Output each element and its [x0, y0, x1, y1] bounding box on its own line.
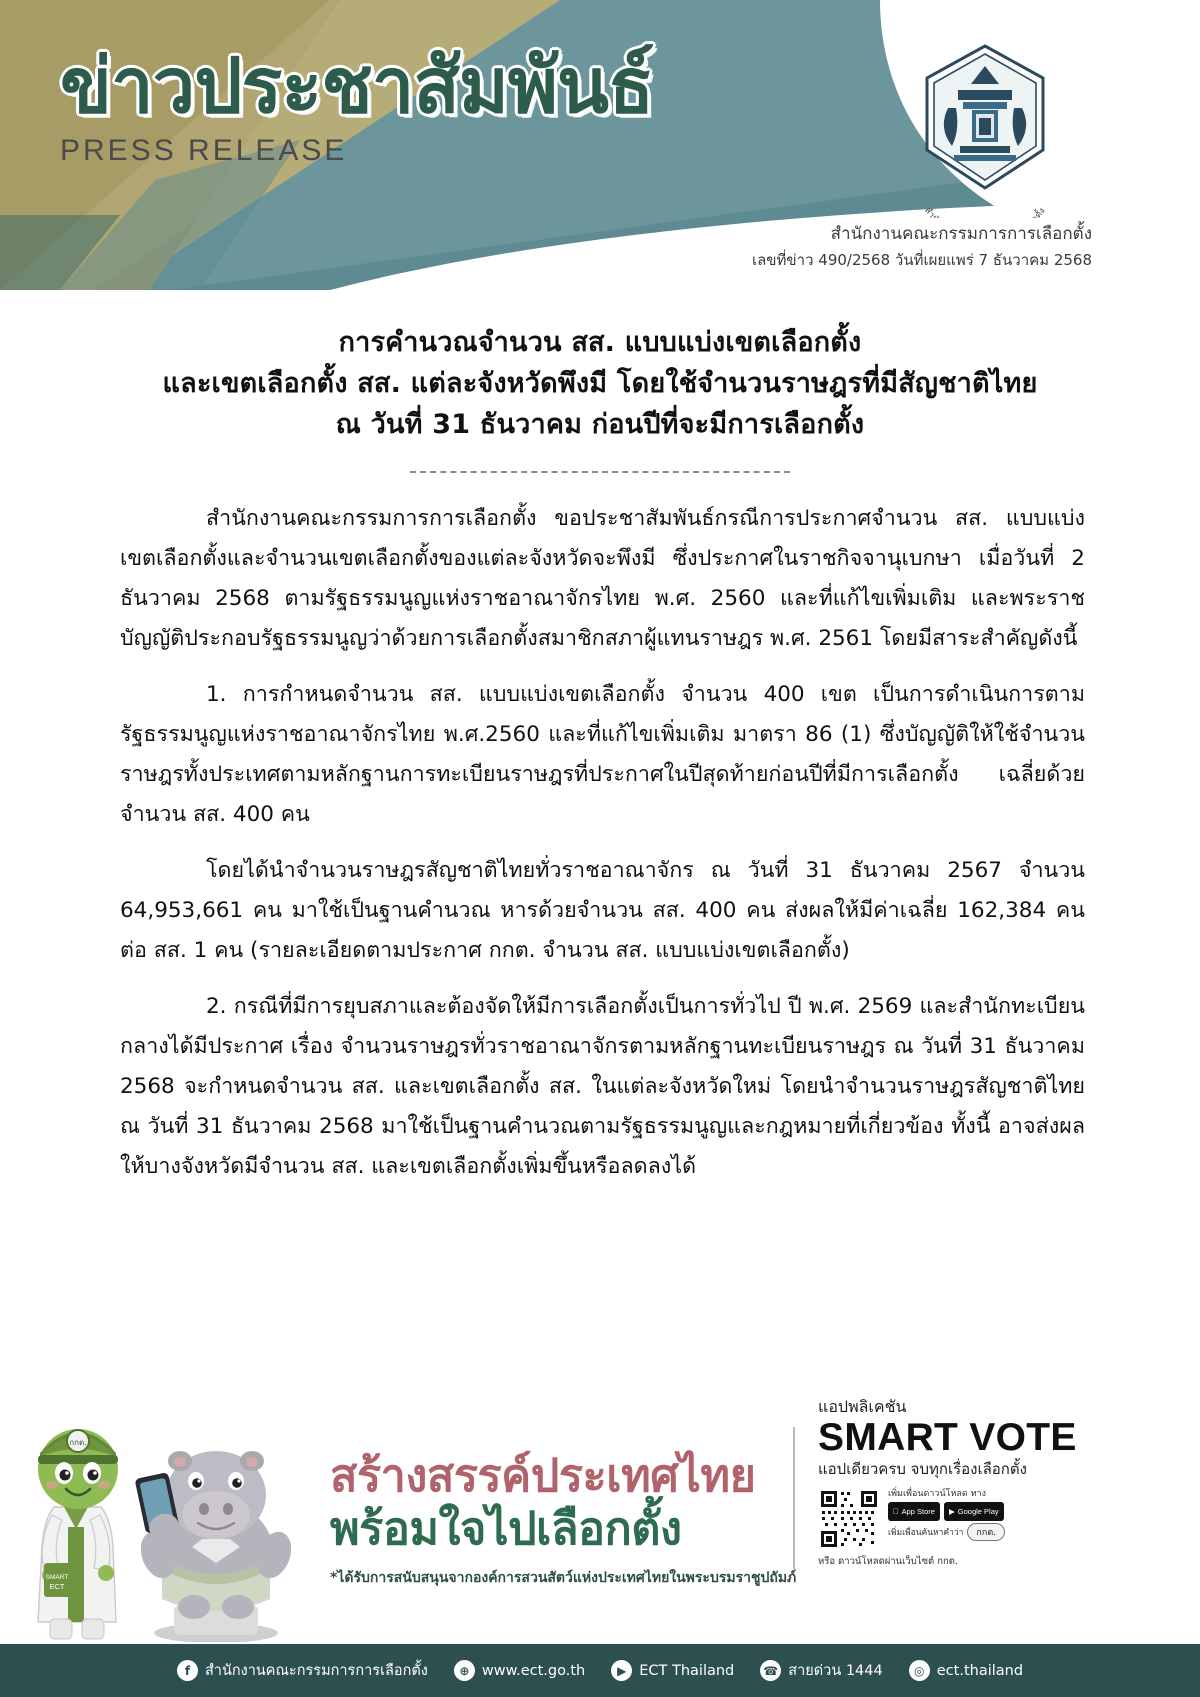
paragraph-calculation: โดยได้นำจำนวนราษฎรสัญชาติไทยทั่วราชอาณาจักร ณ วันที่ 31 ธันวาคม 2567 จำนวน 64,953,661 คน มาใช้เป็นฐานคำนวณ หารด้วยจำนวน สส. 400 คน ส่งผลให้มีค่าเฉลี่ย 162,384 คน ต่อ สส. 1 คน (รายละเอียดตามประกาศ กกต. จำนวน สส. แบบแบ่งเขตเลือกตั้ง): [120, 857, 1085, 963]
footer: [0, 1372, 1200, 1697]
paragraph-item-2: 2. กรณีที่มีการยุบสภาและต้องจัดให้มีการเลือกตั้งเป็นการทั่วไป ปี พ.ศ. 2569 และสำนักทะเบียนกลางได้มีประกาศ เรื่อง จำนวนราษฎรทั่วราชอาณาจักรตามหลักฐานทะเบียนราษฎร ณ วันที่ 31 ธันวาคม 2568 จะกำหนดจำนวน สส. และเขตเลือกตั้ง สส. ในแต่ละจังหวัดใหม่ โดยนำจำนวนราษฎรสัญชาติไทย ณ วันที่ 31 ธันวาคม 2568 มาใช้เป็นฐานคำนวณตามรัฐธรรมนูญและกฎหมายที่เกี่ยวข้อง ทั้งนี้ อาจส่งผลให้บางจังหวัดมีจำนวน สส. และเขตเลือกตั้งเพิ่มขึ้นหรือลดลงได้: [120, 993, 1085, 1179]
contact-line[interactable]: [909, 1660, 1023, 1681]
document-title-line-1: การคำนวณจำนวน สส. แบบแบ่งเขตเลือกตั้ง: [338, 327, 862, 358]
header-release-number: เลขที่ข่าว 490/2568 วันที่เผยแพร่ 7 ธันวาคม 2568: [751, 250, 1092, 269]
keyword-value: กกต.: [967, 1523, 1005, 1541]
header-org-block: [752, 222, 1092, 271]
keyword-row: [888, 1523, 1118, 1541]
slogan-sponsor-note: *ได้รับการสนับสนุนจากองค์การสวนสัตว์แห่งประเทศไทยในพระบรมราชูปถัมภ์: [330, 1570, 797, 1586]
app-store-label: App Store: [896, 1507, 930, 1517]
contact-facebook[interactable]: [177, 1659, 428, 1682]
mascot-chest-label-2: ECT: [49, 1582, 65, 1591]
play-triangle-icon: ▶: [943, 1507, 950, 1517]
mascot-chest-label-1: SMART: [45, 1574, 69, 1581]
google-play-badge[interactable]: [944, 1502, 1004, 1521]
contact-youtube-label: ECT Thailand: [639, 1662, 735, 1679]
globe-icon: ⊕: [454, 1660, 475, 1681]
keyword-label: เพิ่มเพื่อนค้นหาคำว่า: [888, 1528, 964, 1539]
document-content: [0, 290, 1200, 1187]
paragraph-item-1: 1. การกำหนดจำนวน สส. แบบแบ่งเขตเลือกตั้ง จำนวน 400 เขต เป็นการดำเนินการตามรัฐธรรมนูญแห่งราชอาณาจักรไทย พ.ศ.2560 และที่แก้ไขเพิ่มเติม มาตรา 86 (1) ซึ่งบัญญัติให้ใช้จำนวนราษฎรทั้งประเทศตามหลักฐานการทะเบียนราษฎรที่ประกาศในปีสุดท้ายก่อนปีที่มีการเลือกตั้ง เฉลี่ยด้วยจำนวน สส. 400 คน: [120, 682, 1085, 827]
document-title: [0, 322, 1200, 445]
header-banner: [0, 0, 1200, 290]
ect-emblem: [900, 38, 1070, 218]
green-mascot: [38, 1429, 118, 1639]
contact-youtube[interactable]: [611, 1660, 734, 1681]
header-title-english: PRESS RELEASE: [60, 134, 348, 167]
download-label: เพิ่มเพื่อนดาวน์โหลด ทาง: [888, 1489, 986, 1499]
contact-facebook-label: สำนักงานคณะกรรมการการเลือกตั้ง: [204, 1663, 428, 1679]
apple-icon: [893, 1507, 899, 1516]
document-title-line-2: และเขตเลือกตั้ง สส. แต่ละจังหวัดพึงมี โดยใช้จำนวนราษฎรที่มีสัญชาติไทย: [162, 368, 1038, 400]
slogan-block: [330, 1448, 797, 1589]
app-store-badge[interactable]: [888, 1502, 940, 1521]
store-badge-row: [888, 1502, 1118, 1521]
slogan-line-1: สร้างสรรค์ประเทศไทย: [330, 1448, 756, 1502]
youtube-icon: ▶: [611, 1660, 632, 1681]
header-title-thai: ข่าวประชาสัมพันธ์: [60, 41, 654, 130]
emblem-icon: [900, 38, 1070, 218]
hippo-mascot: [135, 1451, 298, 1642]
mascot-group: [24, 1387, 324, 1642]
website-note: หรือ ดาวน์โหลดผ่านเว็บไซต์ กกต.: [818, 1556, 958, 1567]
store-links: [888, 1488, 1118, 1541]
smart-vote-download-row: [818, 1488, 1118, 1550]
footer-contact-bar: [0, 1644, 1200, 1697]
document-body: [0, 499, 1200, 1187]
smart-vote-tagline: แอปเดียวครบ จบทุกเรื่องเลือกตั้ง: [818, 1459, 1027, 1478]
contact-line-label: ect.thailand: [936, 1662, 1024, 1679]
contact-website-label: www.ect.go.th: [481, 1662, 586, 1679]
google-play-label: Google Play: [952, 1507, 993, 1517]
contact-hotline[interactable]: [760, 1659, 882, 1682]
paragraph-intro: สำนักงานคณะกรรมการการเลือกตั้ง ขอประชาสัมพันธ์กรณีการประกาศจำนวน สส. แบบแบ่งเขตเลือกตั้งและจำนวนเขตเลือกตั้งของแต่ละจังหวัดจะพึงมี ซึ่งประกาศในราชกิจจานุเบกษา เมื่อวันที่ 2 ธันวาคม 2568 ตามรัฐธรรมนูญแห่งราชอาณาจักรไทย พ.ศ. 2560 และที่แก้ไขเพิ่มเติม และพระราชบัญญัติประกอบรัฐธรรมนูญว่าด้วยการเลือกตั้งสมาชิกสภาผู้แทนราษฎร พ.ศ. 2561 โดยมีสาระสำคัญดังนี้: [120, 506, 1085, 652]
contact-website[interactable]: [454, 1660, 585, 1681]
document-title-line-3: ณ วันที่ 31 ธันวาคม ก่อนปีที่จะมีการเลือกตั้ง: [335, 409, 865, 441]
title-divider: [410, 471, 790, 473]
slogan-line-2: พร้อมใจไปเลือกตั้ง: [330, 1501, 682, 1555]
contact-hotline-label: สายด่วน 1444: [788, 1663, 883, 1679]
smart-vote-app-label: แอปพลิเคชัน: [818, 1397, 907, 1417]
line-icon: ◎: [909, 1660, 930, 1681]
footer-vertical-divider: [793, 1427, 795, 1569]
mascot-illustration: [24, 1387, 324, 1642]
header-org-name: สำนักงานคณะกรรมการการเลือกตั้ง: [830, 224, 1092, 244]
phone-icon: ☎: [760, 1660, 781, 1681]
qr-code-icon[interactable]: [818, 1488, 880, 1550]
header-title-group: [60, 41, 654, 168]
smart-vote-block: [818, 1397, 1118, 1569]
facebook-icon: f: [177, 1660, 198, 1681]
emblem-ring-text: สำ ตั้ง: [922, 205, 1048, 218]
smart-vote-app-name: SMART VOTE: [818, 1416, 1077, 1460]
mascot-cap-badge-text: กกต.: [69, 1438, 87, 1447]
